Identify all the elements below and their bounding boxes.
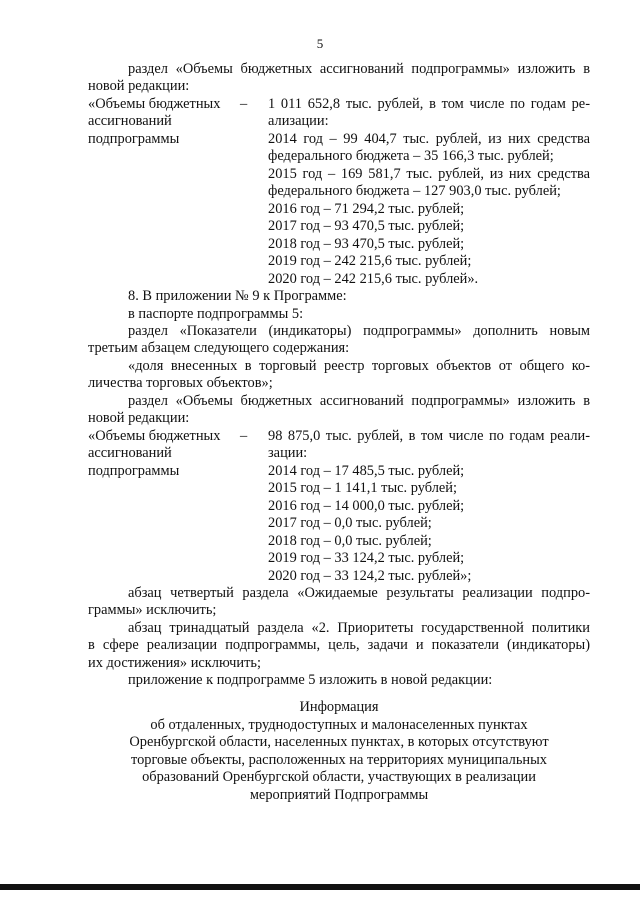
indicators-line-2: третьим абзацем следующего содержания: — [88, 340, 350, 356]
section-a-year-line: 2016 год – 71 294,2 тыс. рублей; — [268, 201, 465, 217]
section-a-label-line-2: ассигнований — [88, 113, 172, 129]
section-b-year-line: 2017 год – 0,0 тыс. рублей; — [268, 515, 432, 531]
info-line: мероприятий Подпрограммы — [249, 787, 429, 803]
section-a-year-line: 2019 год – 242 215,6 тыс. рублей; — [268, 253, 472, 269]
info-line: образований Оренбургской области, участвующих в реализации — [142, 769, 536, 785]
section-b-intro-line-2: новой редакции: — [88, 410, 190, 426]
section-b-label-line-2: ассигнований — [88, 445, 172, 461]
section-a-year-line: 2014 год – 99 404,7 тыс. рублей, из них средства — [268, 131, 590, 147]
section-a-year-line: федерального бюджета – 127 903,0 тыс. рублей; — [268, 183, 561, 199]
section-a-year-line: федерального бюджета – 35 166,3 тыс. рублей; — [268, 148, 554, 164]
section-b-total-line-1: 98 875,0 тыс. рублей, в том числе по годам реали- — [268, 428, 590, 444]
page-number: 5 — [316, 36, 324, 51]
passport-line: в паспорте подпрограммы 5: — [128, 306, 304, 322]
appendix-line: приложение к подпрограмме 5 изложить в новой редакции: — [128, 672, 493, 688]
section-a-label-line-1: «Объемы бюджетных — [88, 96, 221, 112]
paragraph-13-line-2: в сфере реализации подпрограммы, цель, задачи и показатели (индикаторы) — [88, 637, 590, 653]
section-b-year-line: 2018 год – 0,0 тыс. рублей; — [268, 533, 432, 549]
section-a-year-line: 2020 год – 242 215,6 тыс. рублей». — [268, 271, 479, 287]
info-title: Информация — [299, 699, 379, 715]
indicators-line-1: раздел «Показатели (индикаторы) подпрограммы» дополнить новым — [128, 323, 590, 339]
bottom-border-bar — [0, 884, 640, 890]
section-a-intro-line-2: новой редакции: — [88, 78, 190, 94]
section-a-label-line-3: подпрограммы — [88, 131, 180, 147]
paragraph-13-line-3: их достижения» исключить; — [88, 655, 261, 671]
info-line: об отдаленных, труднодоступных и малонаселенных пунктах — [150, 717, 528, 733]
section-b-label-line-1: «Объемы бюджетных — [88, 428, 221, 444]
section-b-year-line: 2020 год – 33 124,2 тыс. рублей»; — [268, 568, 472, 584]
section-a-year-line: 2015 год – 169 581,7 тыс. рублей, из них средства — [268, 166, 590, 182]
paragraph-4-line-2: граммы» исключить; — [88, 602, 217, 618]
section-b-label-dash: – — [240, 428, 248, 444]
section-a-label-dash: – — [240, 96, 248, 112]
paragraph-8-heading: 8. В приложении № 9 к Программе: — [128, 288, 347, 304]
section-a-intro-line-1: раздел «Объемы бюджетных ассигнований подпрограммы» изложить в — [128, 61, 590, 77]
section-b-year-line: 2016 год – 14 000,0 тыс. рублей; — [268, 498, 465, 514]
section-b-year-line: 2015 год – 1 141,1 тыс. рублей; — [268, 480, 457, 496]
section-a-year-line: 2018 год – 93 470,5 тыс. рублей; — [268, 236, 465, 252]
info-line: торговые объекты, расположенных на территориях муниципальных — [130, 752, 547, 768]
section-b-total-line-2: зации: — [268, 445, 308, 461]
section-b-intro-line-1: раздел «Объемы бюджетных ассигнований подпрограммы» изложить в — [128, 393, 590, 409]
section-b-label-line-3: подпрограммы — [88, 463, 180, 479]
section-a-total-line-1: 1 011 652,8 тыс. рублей, в том числе по годам ре- — [268, 96, 590, 112]
paragraph-4-line-1: абзац четвертый раздела «Ожидаемые результаты реализации подпро- — [128, 585, 590, 601]
paragraph-13-line-1: абзац тринадцатый раздела «2. Приоритеты государственной политики — [128, 620, 590, 636]
section-b-year-line: 2014 год – 17 485,5 тыс. рублей; — [268, 463, 465, 479]
info-line: Оренбургской области, населенных пунктах, в которых отсутствуют — [129, 734, 549, 750]
section-a-year-line: 2017 год – 93 470,5 тыс. рублей; — [268, 218, 465, 234]
section-a-total-line-2: ализации: — [268, 113, 329, 129]
share-line-2: личества торговых объектов»; — [88, 375, 273, 391]
share-line-1: «доля внесенных в торговый реестр торговых объектов от общего ко- — [128, 358, 590, 374]
section-b-year-line: 2019 год – 33 124,2 тыс. рублей; — [268, 550, 465, 566]
